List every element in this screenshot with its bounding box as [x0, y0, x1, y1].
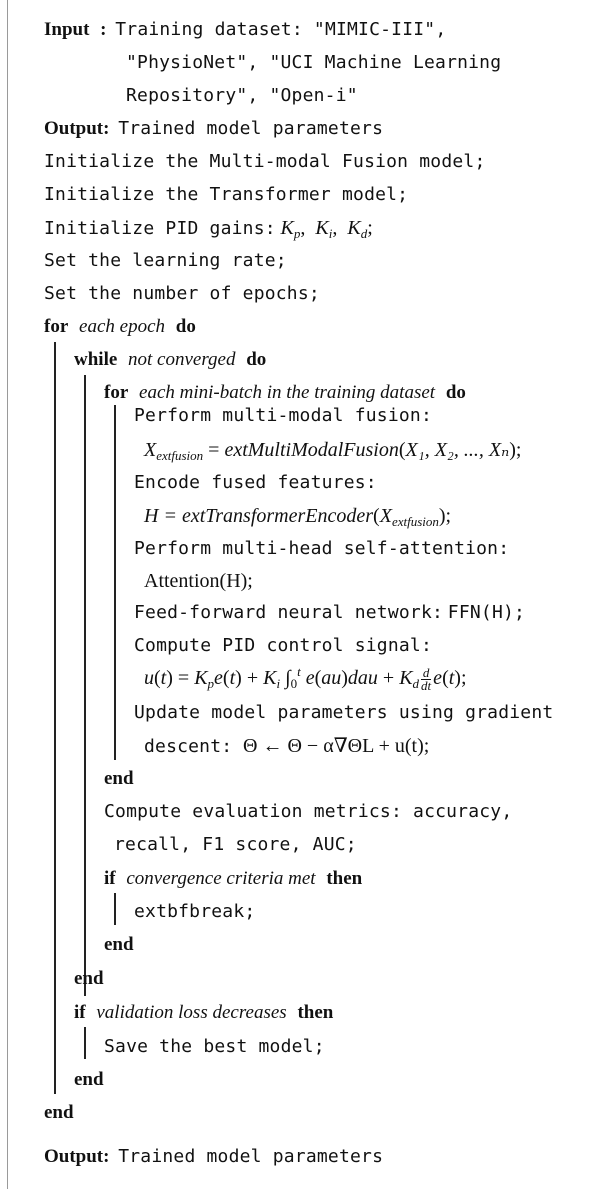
- ffn-step-row: [134, 601, 525, 625]
- if-convergence-header: if convergence criteria met then: [104, 868, 363, 889]
- input-label: Input: [44, 19, 90, 40]
- update-equation: Θ ← Θ − α∇ΘL + u(t);: [243, 735, 430, 757]
- if-validation-header: if validation loss decreases then: [74, 1002, 334, 1023]
- update-step-row: [144, 734, 429, 759]
- end-if-validation: end: [74, 1069, 104, 1090]
- attention-equation: Attention(H);: [144, 570, 253, 592]
- encode-step-label: Encode fused features:: [134, 472, 377, 493]
- save-best-model-statement: Save the best model;: [104, 1036, 325, 1057]
- fusion-equation: $X_{extfusion}$ = extMultiModalFusion(X₁, X₂, ..., Xₙ);: [144, 439, 522, 463]
- end-if-convergence: end: [104, 934, 134, 955]
- convergence-condition: convergence criteria met: [126, 868, 316, 889]
- ffn-step-label: Feed-forward neural network:: [134, 602, 444, 623]
- end-while: end: [74, 968, 104, 989]
- end-for-minibatch: end: [104, 768, 134, 789]
- metrics-line-1: Compute evaluation metrics: accuracy,: [104, 801, 513, 822]
- ffn-equation: FFN(H);: [447, 602, 526, 623]
- if-validation-block-bar: [84, 1027, 86, 1059]
- set-epochs-line: Set the number of epochs;: [44, 283, 320, 304]
- update-step-label: Update model parameters using gradient: [134, 702, 554, 723]
- init-transformer-line: Initialize the Transformer model;: [44, 184, 409, 205]
- init-pid-text: Initialize PID gains:: [44, 218, 276, 239]
- encode-equation: $H = extTransformerEncoder(X_{extfusion})$;: [144, 505, 452, 529]
- validation-condition: validation loss decreases: [96, 1002, 287, 1023]
- set-learning-rate-line: Set the learning rate;: [44, 250, 287, 271]
- init-fusion-line: Initialize the Multi-modal Fusion model;: [44, 151, 486, 172]
- attention-step-label: Perform multi-head self-attention:: [134, 538, 510, 559]
- update-step-continuation: descent:: [144, 736, 233, 757]
- while-block-bar: [84, 375, 86, 996]
- pid-equation: $u(t) = K_pe(t) + K_i$ $\int_0^t$ $e(au)dau + K_d$ $\frac{d}{dt}$ e(t);: [144, 664, 467, 693]
- output-label: Output:: [44, 118, 110, 139]
- fusion-step-label: Perform multi-modal fusion:: [134, 405, 432, 426]
- if-convergence-block-bar: [114, 893, 116, 925]
- output-text: Trained model parameters: [118, 118, 384, 139]
- final-output-text: Trained model parameters: [118, 1146, 384, 1167]
- while-condition: not converged: [128, 349, 236, 370]
- input-row: [44, 18, 446, 42]
- for-minibatch-header: for each mini-batch in the training dataset do: [104, 382, 466, 403]
- pid-step-label: Compute PID control signal:: [134, 635, 432, 656]
- for-minibatch-condition: each mini-batch in the training dataset: [139, 382, 436, 403]
- input-text-line-1: Training dataset: "MIMIC-III",: [115, 19, 447, 40]
- input-text-line-3: Repository", "Open-i": [126, 85, 358, 106]
- break-statement: extbfbreak;: [134, 901, 256, 922]
- init-pid-line: [44, 216, 373, 241]
- input-text-line-2: "PhysioNet", "UCI Machine Learning: [126, 52, 502, 73]
- end-for-epoch: end: [44, 1102, 74, 1123]
- metrics-line-2: recall, F1 score, AUC;: [114, 834, 357, 855]
- input-separator: :: [100, 19, 107, 40]
- for-minibatch-block-bar: [114, 405, 116, 760]
- final-output-row: [44, 1145, 383, 1169]
- while-header: while not converged do: [74, 349, 267, 370]
- pid-gains-math: $K_p$, $K_i$, $K_d$;: [280, 217, 373, 241]
- algorithm-frame-border: [7, 0, 8, 1189]
- final-output-label: Output:: [44, 1146, 110, 1167]
- for-epoch-header: for each epoch do: [44, 316, 196, 337]
- for-epoch-block-bar: [54, 342, 56, 1094]
- output-row: [44, 117, 383, 141]
- for-epoch-condition: each epoch: [79, 316, 165, 337]
